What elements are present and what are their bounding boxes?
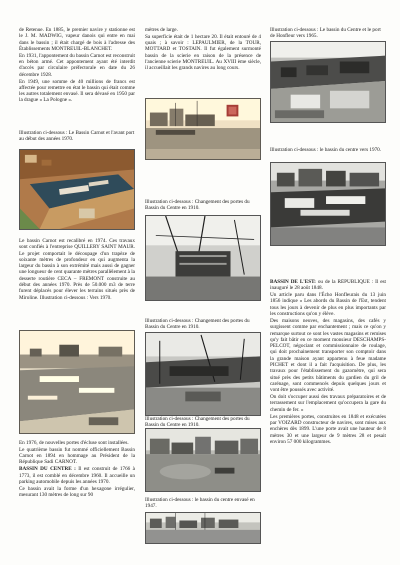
col1-paragraph-1: de Retenue. En 1885, le premier navire y stationne est le J. M. MADWIG, vapeur danois qui entre en mai dans le bassin ; il était chargé de bois à l'adresse des Établissements MONTREUIL-BLANCHET. <box>19 27 135 52</box>
photo-lock-gates-1910-a <box>145 215 261 301</box>
photo-bassin-centre-port <box>145 512 261 544</box>
col1-bassin-centre-text <box>19 440 135 534</box>
col2-caption-4: Illustration ci-dessous : le bassin du centre envasé en 1947. <box>145 497 255 510</box>
col3-bassin-est-text <box>270 279 386 549</box>
col2-caption-2: Illustration ci-dessous : Changement des portes du Bassin du Centre en 1910. <box>145 318 250 331</box>
col1-recalibrage-text <box>19 238 135 322</box>
col2-text <box>145 27 261 95</box>
col2-caption-3: Illustration ci-dessous : Changement des portes du Bassin du Centre en 1910. <box>145 416 250 429</box>
col1-paragraph-6: Le quatrième bassin fut nommé officiellement Bassin Carnot en 1894 en hommage au Président de la République Sadi CARNOT. <box>19 446 135 466</box>
bassin-est-heading: BASSIN DE L'EST: <box>270 279 316 285</box>
col2-caption-1: Illustration ci-dessous : Changement des portes du Bassin du Centre en 1910. <box>145 199 250 212</box>
photo-postcard-bassin-centre <box>145 98 261 160</box>
photo-bassin-carnot-aerial <box>19 149 135 230</box>
col3-paragraph-5: Les premières portes, construites en 1848 et exécutées par VOIZARD constructeur de navires, sont mises aux enchères dès 1899. L'une porte avait une hauteur de 8 mètres 30 et une largeur de 9 mètres 28 et pesait environ 57 000 kilogrammes. <box>270 413 386 445</box>
col1-paragraph-4: Le bassin Carnot est recalibré en 1974. Ces travaux sont confiés à l'entreprise QUILLERY SAINT MAUR. Le projet comportait le découpage d'un trapèze de soixante mètres de profondeur en qui augmenta la largeur du bassin à son extrémité mais aussi de gagner une longueur de cent quarante mètres parallèlement à la desserte routière CECA – FREMONT construite au début des années 1970. Près de 50.000 m3 de terre furent déplacés pour élever les terrains situés près de Miroline. Illustration ci-dessous : Vers 1970. <box>19 238 135 301</box>
col1-paragraph-5: En 1976, de nouvelles portes d'écluse sont installées. <box>19 440 129 446</box>
col1-paragraph-7 <box>19 466 135 485</box>
col3-paragraph-4: On doit s'occuper aussi des travaux préparatoires et de terrassement sur l'emplacement qu'occupera la gare du chemin de fer. » <box>270 394 386 413</box>
col3-paragraph-1 <box>270 279 386 292</box>
bassin-centre-heading: BASSIN DU CENTRE : <box>19 466 76 473</box>
col2-paragraph-1: mètres de large. <box>145 27 178 33</box>
bassin-centre-body: Il est construit de 1766 à 1773, il est comblé en décembre 1960. Il accueille un parking automobile depuis les années 1970. <box>19 466 135 485</box>
bassin-est-body: ou de la RÉPUBLIQUE : Il est inauguré le 28 août 1848. <box>270 279 386 292</box>
col3-caption-1: Illustration ci-dessous : Le bassin du Centre et le port de Honfleur vers 1965. <box>270 27 381 40</box>
col3-caption-2: Illustration ci-dessous : le bassin du centre vers 1970. <box>270 147 382 153</box>
col1-caption-1: Illustration ci-dessous : Le Bassin Carnot et l'avant port au début des années 1970. <box>19 130 135 143</box>
photo-bassin-carnot-1970 <box>19 330 135 434</box>
photo-bassin-centre-1970 <box>270 162 386 246</box>
col1-paragraph-3: En 1949, une somme de 40 millions de francs est affectée pour remettre en état le bassin qui était comme les autres totalement envasé. Il sera dévasé en 1950 par la drague « La Pologne ». <box>19 78 135 104</box>
col1-paragraph-8: Ce bassin avait la forme d'un hexagone irrégulier, mesurant 130 mètres de long sur 90 <box>19 485 135 499</box>
col3-paragraph-2: Un article paru dans l'Écho Honfleurais du 13 juin 1856 indique « Les abords du Bassin de l'Est, tendent tous les jours à devenir de plus en plus importants par les constructions qu'on y élève. <box>270 292 386 318</box>
col3-paragraph-3: Des maisons neuves, des magasins, des cafés y surgissent comme par enchantement ; mais ce qu'on y remarque surtout ce sont les vastes magasins et remises qu'y fait bâtir en ce moment monsieur DESCHAMPS-PELCOT, négociant et commissionnaire de roulage, qui doit prochainement transporter son comptoir dans la grande maison ayant appartenu à feue madame PICHET et dont il a fait l'acquisition. De plus, les travaux pour l'établissement du gazomètre, qui sera situé près des petits bâtiments du gardien du gril de carénage, sont commencés depuis quelques jours et vont être poussés avec activité. <box>270 317 386 394</box>
photo-lock-gates-1910-b <box>145 332 261 416</box>
photo-bassin-centre-1947 <box>145 428 261 492</box>
col2-paragraph-2: Sa superficie était de 1 hectare 20. Il était entouré de 4 quais ; à savoir : LEPAULMIER, de la TOUR, MOTTARD et TOSTAIN. Il fut également surmonté bassin de la scierie en raison de la présence de l'ancienne scierie MONTREUIL. Au XVIII ème siècle, il accueillait les grands navires au long cours. <box>145 33 261 72</box>
photo-bassin-centre-1965 <box>270 41 386 123</box>
col1-paragraph-2: En 1931, l'appontement du bassin Carnot est reconstruit en béton armé. Cet appontement ayant été interdit d'accès par circulaire préfectorale en date du 26 décembre 1928. <box>19 52 135 78</box>
